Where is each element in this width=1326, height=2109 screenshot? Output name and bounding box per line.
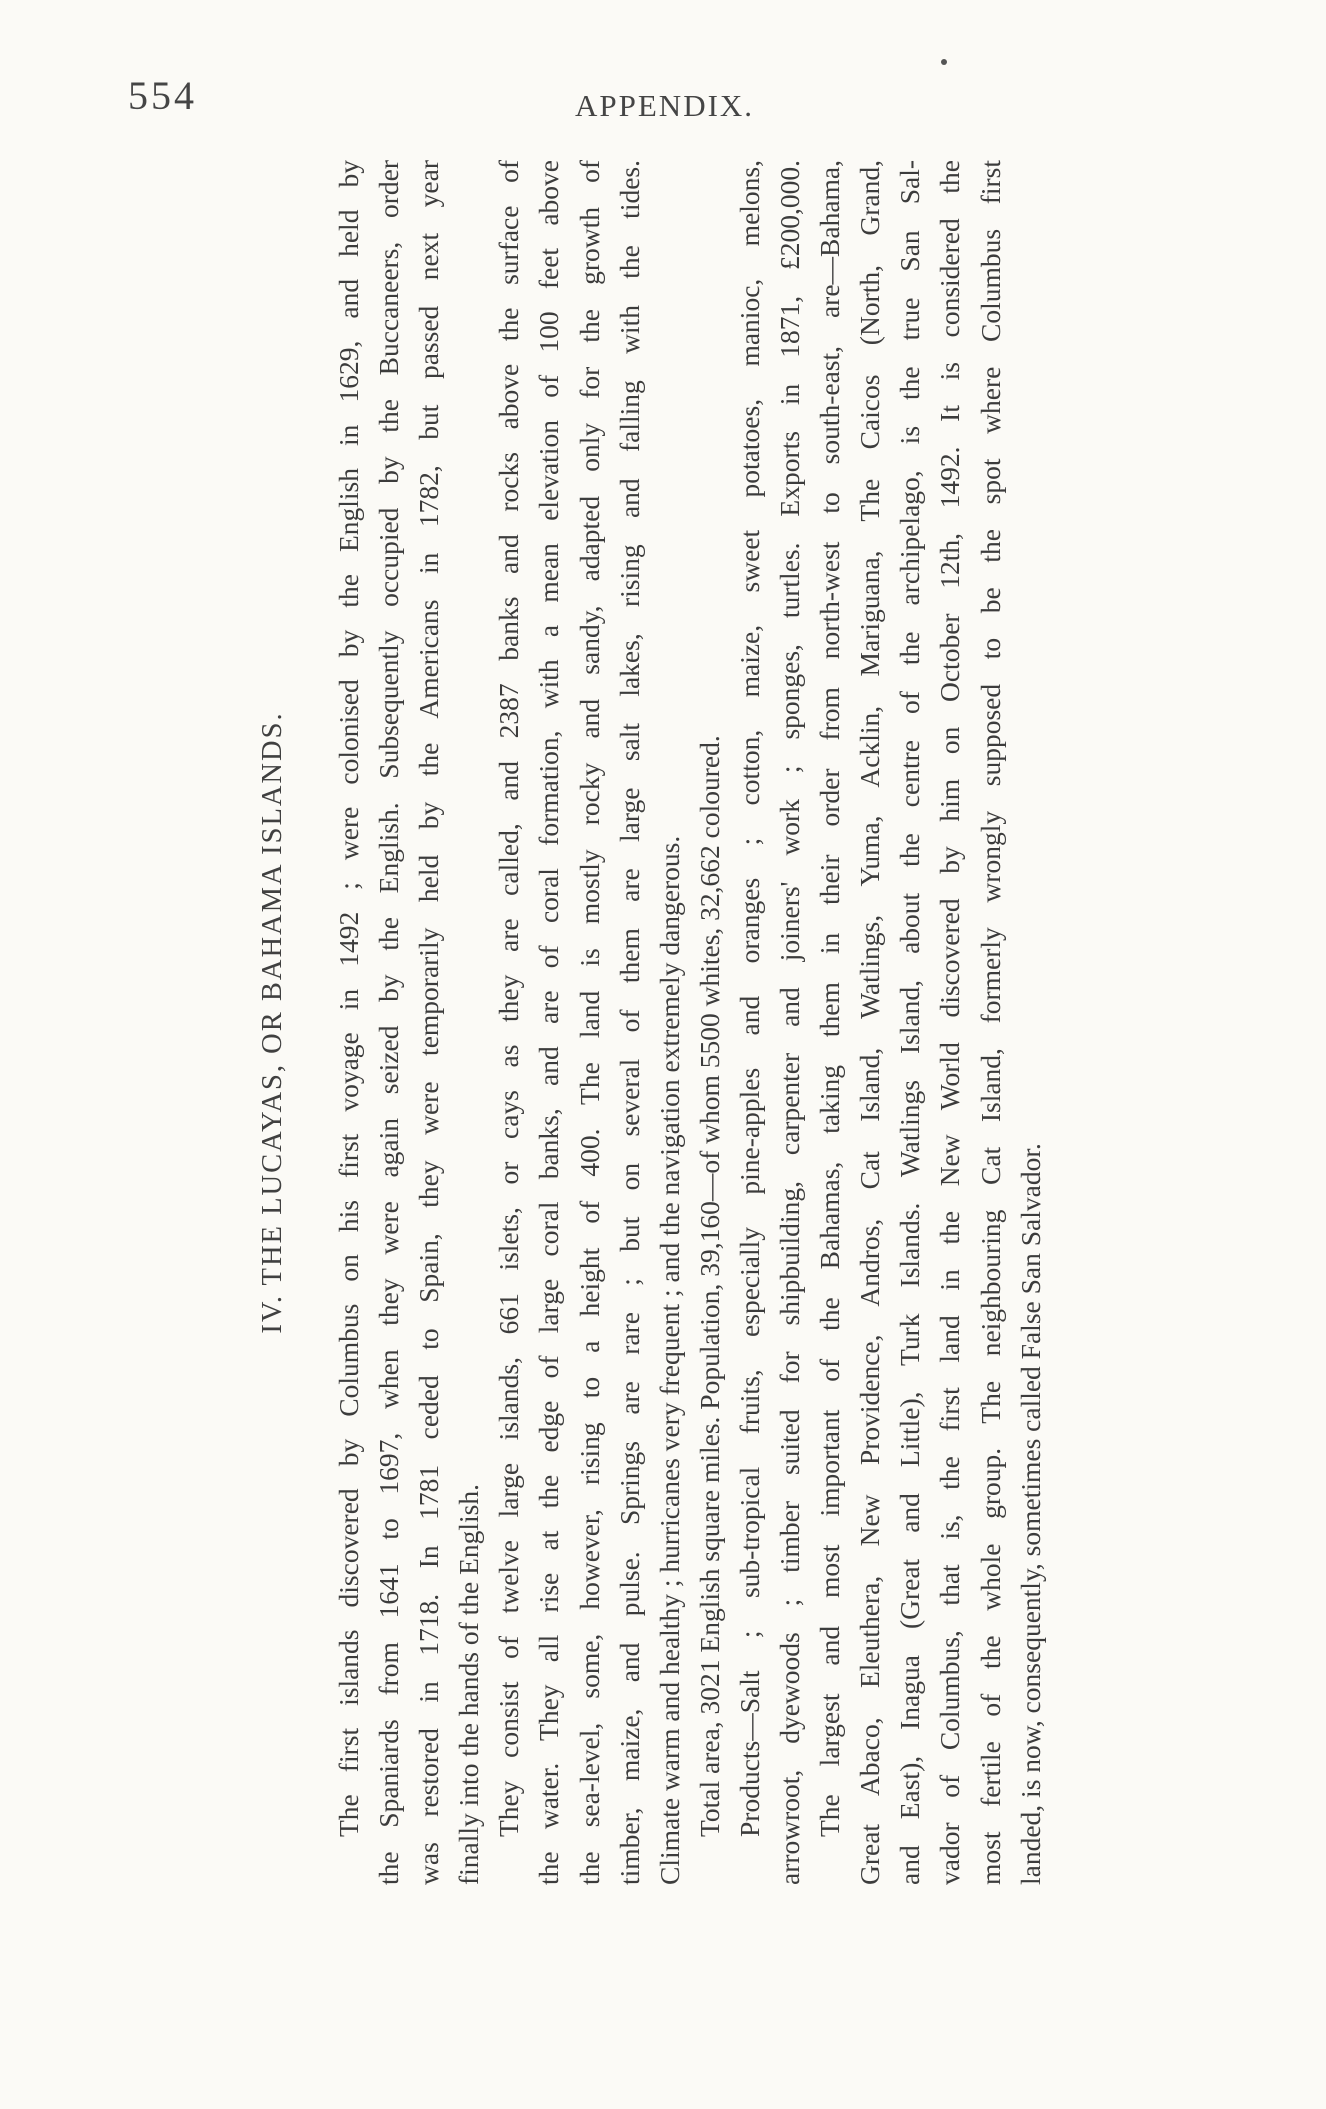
running-head: APPENDIX. xyxy=(575,88,755,123)
body-text xyxy=(329,160,1051,1885)
text-line: Great Abaco, Eleuthera, New Providence, Andros, Cat Island, Watlings, Yuma, Acklin, Mariguana, The Caicos (North, Grand, xyxy=(854,160,886,1885)
text-line: was restored in 1718. In 1781 ceded to Spain, they were temporarily held by the Americans in 1782, but passed next year xyxy=(413,160,445,1885)
text-line: the sea-level, some, however, rising to a height of 400. The land is mostly rocky and sandy, adapted only for the growth of xyxy=(573,160,605,1885)
text-line: finally into the hands of the English. xyxy=(453,1484,485,1885)
text-line: the water. They all rise at the edge of large coral banks, and are of coral formation, with a mean elevation of 100 feet above xyxy=(533,160,565,1885)
text-line: Total area, 3021 English square miles. Population, 39,160—of whom 5500 whites, 32,662 coloured. xyxy=(693,735,725,1837)
print-speck xyxy=(941,59,947,65)
text-line: landed, is now, consequently, sometimes called False San Salvador. xyxy=(1014,1143,1046,1885)
text-line: vador of Columbus, that is, the first land in the New World discovered by him on October 12th, 1492. It is considered the xyxy=(934,160,966,1885)
text-line: the Spaniards from 1641 to 1697, when they were again seized by the English. Subsequently occupied by the Buccaneers, order xyxy=(373,160,405,1885)
text-line: timber, maize, and pulse. Springs are rare ; but on several of them are large salt lakes, rising and falling with the tides. xyxy=(613,160,645,1885)
text-line: The largest and most important of the Bahamas, taking them in their order from north-west to south-east, are—Bahama, xyxy=(814,160,846,1837)
page-number: 554 xyxy=(128,73,197,118)
section-title: IV. THE LUCAYAS, OR BAHAMA ISLANDS. xyxy=(257,711,288,1334)
text-line: Climate warm and healthy ; hurricanes very frequent ; and the navigation extremely dangerous. xyxy=(653,835,685,1885)
rotated-text-block xyxy=(253,160,1046,1885)
text-line: arrowroot, dyewoods ; timber suited for shipbuilding, carpenter and joiners' work ; sponges, turtles. Exports in 1871, £200,000. xyxy=(774,160,806,1885)
text-line: The first islands discovered by Columbus on his first voyage in 1492 ; were colonised by the English in 1629, and held by xyxy=(333,160,364,1837)
text-line: Products—Salt ; sub-tropical fruits, especially pine-apples and oranges ; cotton, maize, sweet potatoes, manioc, melons, xyxy=(733,160,765,1837)
text-line: They consist of twelve large islands, 661 islets, or cays as they are called, and 2387 banks and rocks above the surface of xyxy=(493,160,525,1837)
text-line: most fertile of the whole group. The neighbouring Cat Island, formerly wrongly supposed to be the spot where Columbus first xyxy=(974,160,1006,1885)
text-line: and East), Inagua (Great and Little), Turk Islands. Watlings Island, about the centre of the archipelago, is the true San Sal- xyxy=(894,160,926,1885)
